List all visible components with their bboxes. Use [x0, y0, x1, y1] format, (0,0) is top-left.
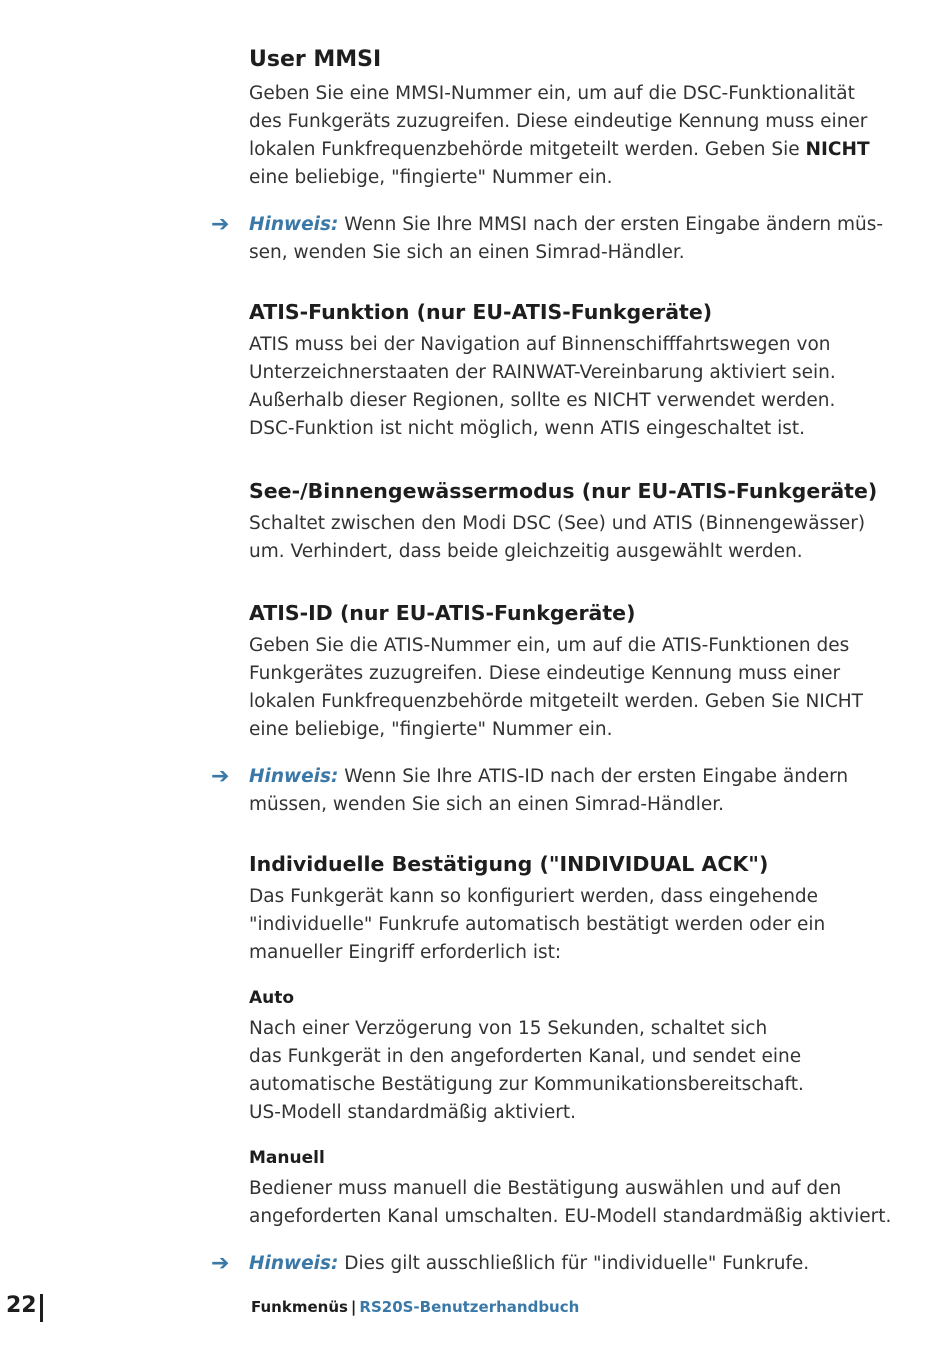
text-line: Schaltet zwischen den Modi DSC (See) und ATIS (Binnengewässer): [249, 513, 866, 534]
paragraph-manuell: [249, 1175, 892, 1231]
text-line: ATIS muss bei der Navigation auf Binnenschifffahrtswegen von: [249, 334, 831, 355]
note-text: [249, 211, 889, 267]
note-text: [249, 1250, 889, 1278]
text-line: um. Verhindert, dass beide gleichzeitig ausgewählt werden.: [249, 541, 803, 562]
heading-modus: See-/Binnengewässermodus (nur EU-ATIS-Funkgeräte): [249, 479, 878, 503]
paragraph-individual-ack: [249, 883, 889, 967]
text-line: Außerhalb dieser Regionen, sollte es NICHT verwendet werden.: [249, 390, 836, 411]
right-arrow-icon: ➔: [211, 764, 230, 789]
heading-auto: Auto: [249, 988, 295, 1008]
footer-separator: |: [350, 1298, 357, 1316]
text-line: [249, 136, 889, 164]
paragraph-modus: [249, 510, 889, 566]
text-line: eine beliebige, "fingierte" Nummer ein.: [249, 167, 613, 188]
text-line: müssen, wenden Sie sich an einen Simrad-Händler.: [249, 794, 725, 815]
text-fragment: lokalen Funkfrequenzbehörde mitgeteilt werden. Geben Sie: [249, 139, 806, 160]
text-line: "individuelle" Funkrufe automatisch bestätigt werden oder ein: [249, 914, 826, 935]
text-line: eine beliebige, "fingierte" Nummer ein.: [249, 719, 613, 740]
text-line: sen, wenden Sie sich an einen Simrad-Händler.: [249, 242, 685, 263]
note-label: Hinweis:: [249, 214, 339, 235]
text-line: Geben Sie die ATIS-Nummer ein, um auf die ATIS-Funktionen des: [249, 635, 850, 656]
heading-atis-funktion: ATIS-Funktion (nur EU-ATIS-Funkgeräte): [249, 300, 713, 324]
paragraph-atis-id: [249, 632, 889, 744]
emphasis-nicht: NICHT: [805, 139, 870, 160]
right-arrow-icon: ➔: [211, 1251, 230, 1276]
text-line: DSC-Funktion ist nicht möglich, wenn ATIS eingeschaltet ist.: [249, 418, 806, 439]
text-fragment: Wenn Sie Ihre ATIS-ID nach der ersten Eingabe ändern: [338, 766, 849, 787]
text-line: lokalen Funkfrequenzbehörde mitgeteilt werden. Geben Sie NICHT: [249, 691, 863, 712]
text-line: manueller Eingriff erforderlich ist:: [249, 942, 562, 963]
text-fragment: Dies gilt ausschließlich für "individuelle" Funkrufe.: [338, 1253, 810, 1274]
text-line: angeforderten Kanal umschalten. EU-Modell standardmäßig aktiviert.: [249, 1206, 892, 1227]
text-line: des Funkgeräts zuzugreifen. Diese eindeutige Kennung muss einer: [249, 111, 868, 132]
footer-chapter: Funkmenüs: [251, 1298, 348, 1316]
text-line: [249, 211, 889, 239]
paragraph-user-mmsi: [249, 80, 889, 192]
page-number-divider: [40, 1294, 43, 1322]
text-fragment: Wenn Sie Ihre MMSI nach der ersten Eingabe ändern müs-: [338, 214, 884, 235]
text-line: [249, 1250, 889, 1278]
text-line: das Funkgerät in den angeforderten Kanal, und sendet eine: [249, 1046, 802, 1067]
footer-title: [251, 1298, 579, 1328]
text-line: Unterzeichnerstaaten der RAINWAT-Vereinbarung aktiviert sein.: [249, 362, 836, 383]
text-line: Funkgerätes zuzugreifen. Diese eindeutige Kennung muss einer: [249, 663, 841, 684]
heading-user-mmsi: User MMSI: [249, 47, 382, 72]
heading-individual-ack: Individuelle Bestätigung ("INDIVIDUAL ACK"): [249, 852, 769, 876]
page-number: 22: [6, 1293, 37, 1318]
text-line: US-Modell standardmäßig aktiviert.: [249, 1102, 577, 1123]
footer-manual-name: RS20S-Benutzerhandbuch: [359, 1298, 580, 1316]
note-label: Hinweis:: [249, 1253, 339, 1274]
right-arrow-icon: ➔: [211, 212, 230, 237]
text-line: Bediener muss manuell die Bestätigung auswählen und auf den: [249, 1178, 842, 1199]
note-label: Hinweis:: [249, 766, 339, 787]
text-line: Nach einer Verzögerung von 15 Sekunden, schaltet sich: [249, 1018, 768, 1039]
paragraph-auto: [249, 1015, 889, 1127]
note-text: [249, 763, 889, 819]
text-line: [249, 763, 889, 791]
heading-atis-id: ATIS-ID (nur EU-ATIS-Funkgeräte): [249, 601, 636, 625]
text-line: automatische Bestätigung zur Kommunikationsbereitschaft.: [249, 1074, 804, 1095]
text-line: Geben Sie eine MMSI-Nummer ein, um auf die DSC-Funktionalität: [249, 83, 855, 104]
text-line: Das Funkgerät kann so konfiguriert werden, dass eingehende: [249, 886, 819, 907]
paragraph-atis-funktion: [249, 331, 889, 443]
heading-manuell: Manuell: [249, 1148, 325, 1168]
